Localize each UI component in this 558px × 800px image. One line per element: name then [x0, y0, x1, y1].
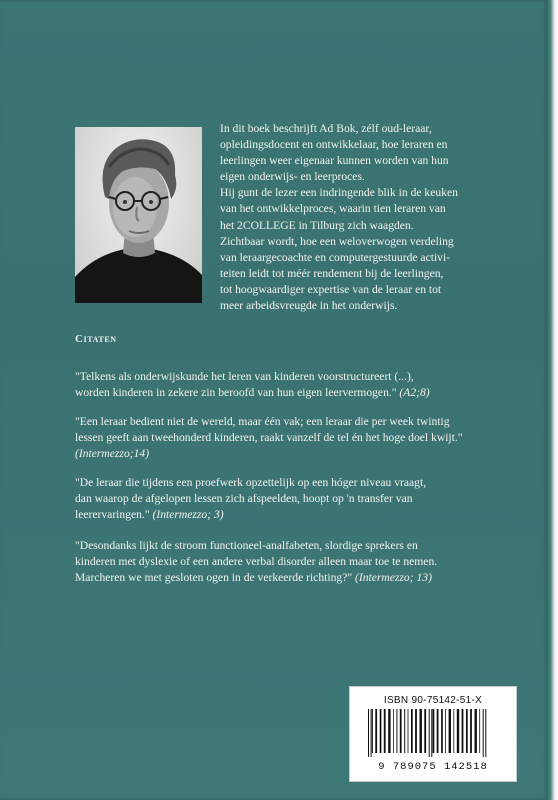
- quote-text: Marcheren we met gesloten ogen in de verkeerde richting?": [75, 571, 353, 585]
- quote-line: "Een leraar bedient niet de wereld, maar één vak; een leraar die per week twintig: [75, 415, 450, 428]
- description-line: Hij gunt de lezer een indringende blik in de keuken: [220, 186, 458, 200]
- isbn-barcode-box: [349, 686, 517, 782]
- isbn-label: ISBN 90-75142-51-X: [383, 695, 483, 706]
- quote-line: dan waarop de afgelopen lessen zich afspeelden, hoopt op 'n transfer van: [75, 492, 413, 506]
- quote-line: kinderen met dyslexie of een andere verbal disorder alleen maar toe te nemen.: [75, 555, 438, 569]
- description-line: tot hoogwaardiger expertise van de leraar en tot: [220, 282, 442, 296]
- page-edge: [546, 0, 558, 800]
- quote-reference: (Intermezzo; 3): [152, 508, 224, 522]
- barcode-icon: [362, 709, 508, 757]
- quote-1: [75, 369, 525, 401]
- description-line: meer arbeidsvreugde in het onderwijs.: [220, 299, 398, 313]
- quote-4: [75, 538, 525, 587]
- quote-line: lessen geeft aan tweehonderd kinderen, raakt vanzelf de tel én het hoge doel kwijt.": [75, 431, 463, 445]
- quote-3: [75, 475, 525, 524]
- quote-line: "De leraar die tijdens een proefwerk opzettelijk op een hóger niveau vraagt,: [75, 476, 427, 489]
- quote-text: leerervaringen.": [75, 508, 150, 522]
- description-line: In dit boek beschrijft Ad Bok, zélf oud-leraar,: [220, 122, 432, 135]
- description-line: van leraargecoachte en computergestuurde activi-: [220, 250, 451, 264]
- quote-line: "Telkens als onderwijskunde het leren van kinderen voorstructureert (...),: [75, 370, 414, 383]
- description-line: eigen onderwijs- en leerproces.: [220, 170, 365, 184]
- quote-line: "Desondanks lijkt de stroom functioneel-analfabeten, slordige sprekers en: [75, 539, 418, 552]
- description-line: teiten leidt tot méér rendement bij de leerlingen,: [220, 266, 444, 280]
- book-description: [220, 121, 530, 314]
- quote-line: [75, 507, 525, 523]
- description-line: Zichtbaar wordt, hoe een weloverwogen verdeling: [220, 234, 454, 248]
- author-photo: [75, 127, 202, 303]
- author-portrait-illustration: [75, 127, 202, 303]
- quote-2: [75, 414, 525, 463]
- quote-text: worden kinderen in zekere zin beroofd van hun eigen leervermogen.": [75, 386, 397, 400]
- quote-reference: (Intermezzo;14): [75, 447, 150, 461]
- isbn-digits: 9 789075 142518: [378, 761, 488, 773]
- description-line: opleidingsdocent en ontwikkelaar, hoe leraren en: [220, 138, 448, 152]
- quote-reference: (Intermezzo; 13): [354, 571, 432, 585]
- description-line: leerlingen weer eigenaar kunnen worden van hun: [220, 154, 449, 168]
- quote-line: [75, 385, 525, 401]
- description-line: het 2COLLEGE in Tilburg zich waagden.: [220, 218, 414, 232]
- citaten-heading: Citaten: [75, 333, 117, 345]
- quote-reference: (A2;8): [399, 386, 430, 400]
- quote-line: [75, 570, 525, 586]
- description-line: van het ontwikkelproces, waarin tien leraren van: [220, 202, 446, 216]
